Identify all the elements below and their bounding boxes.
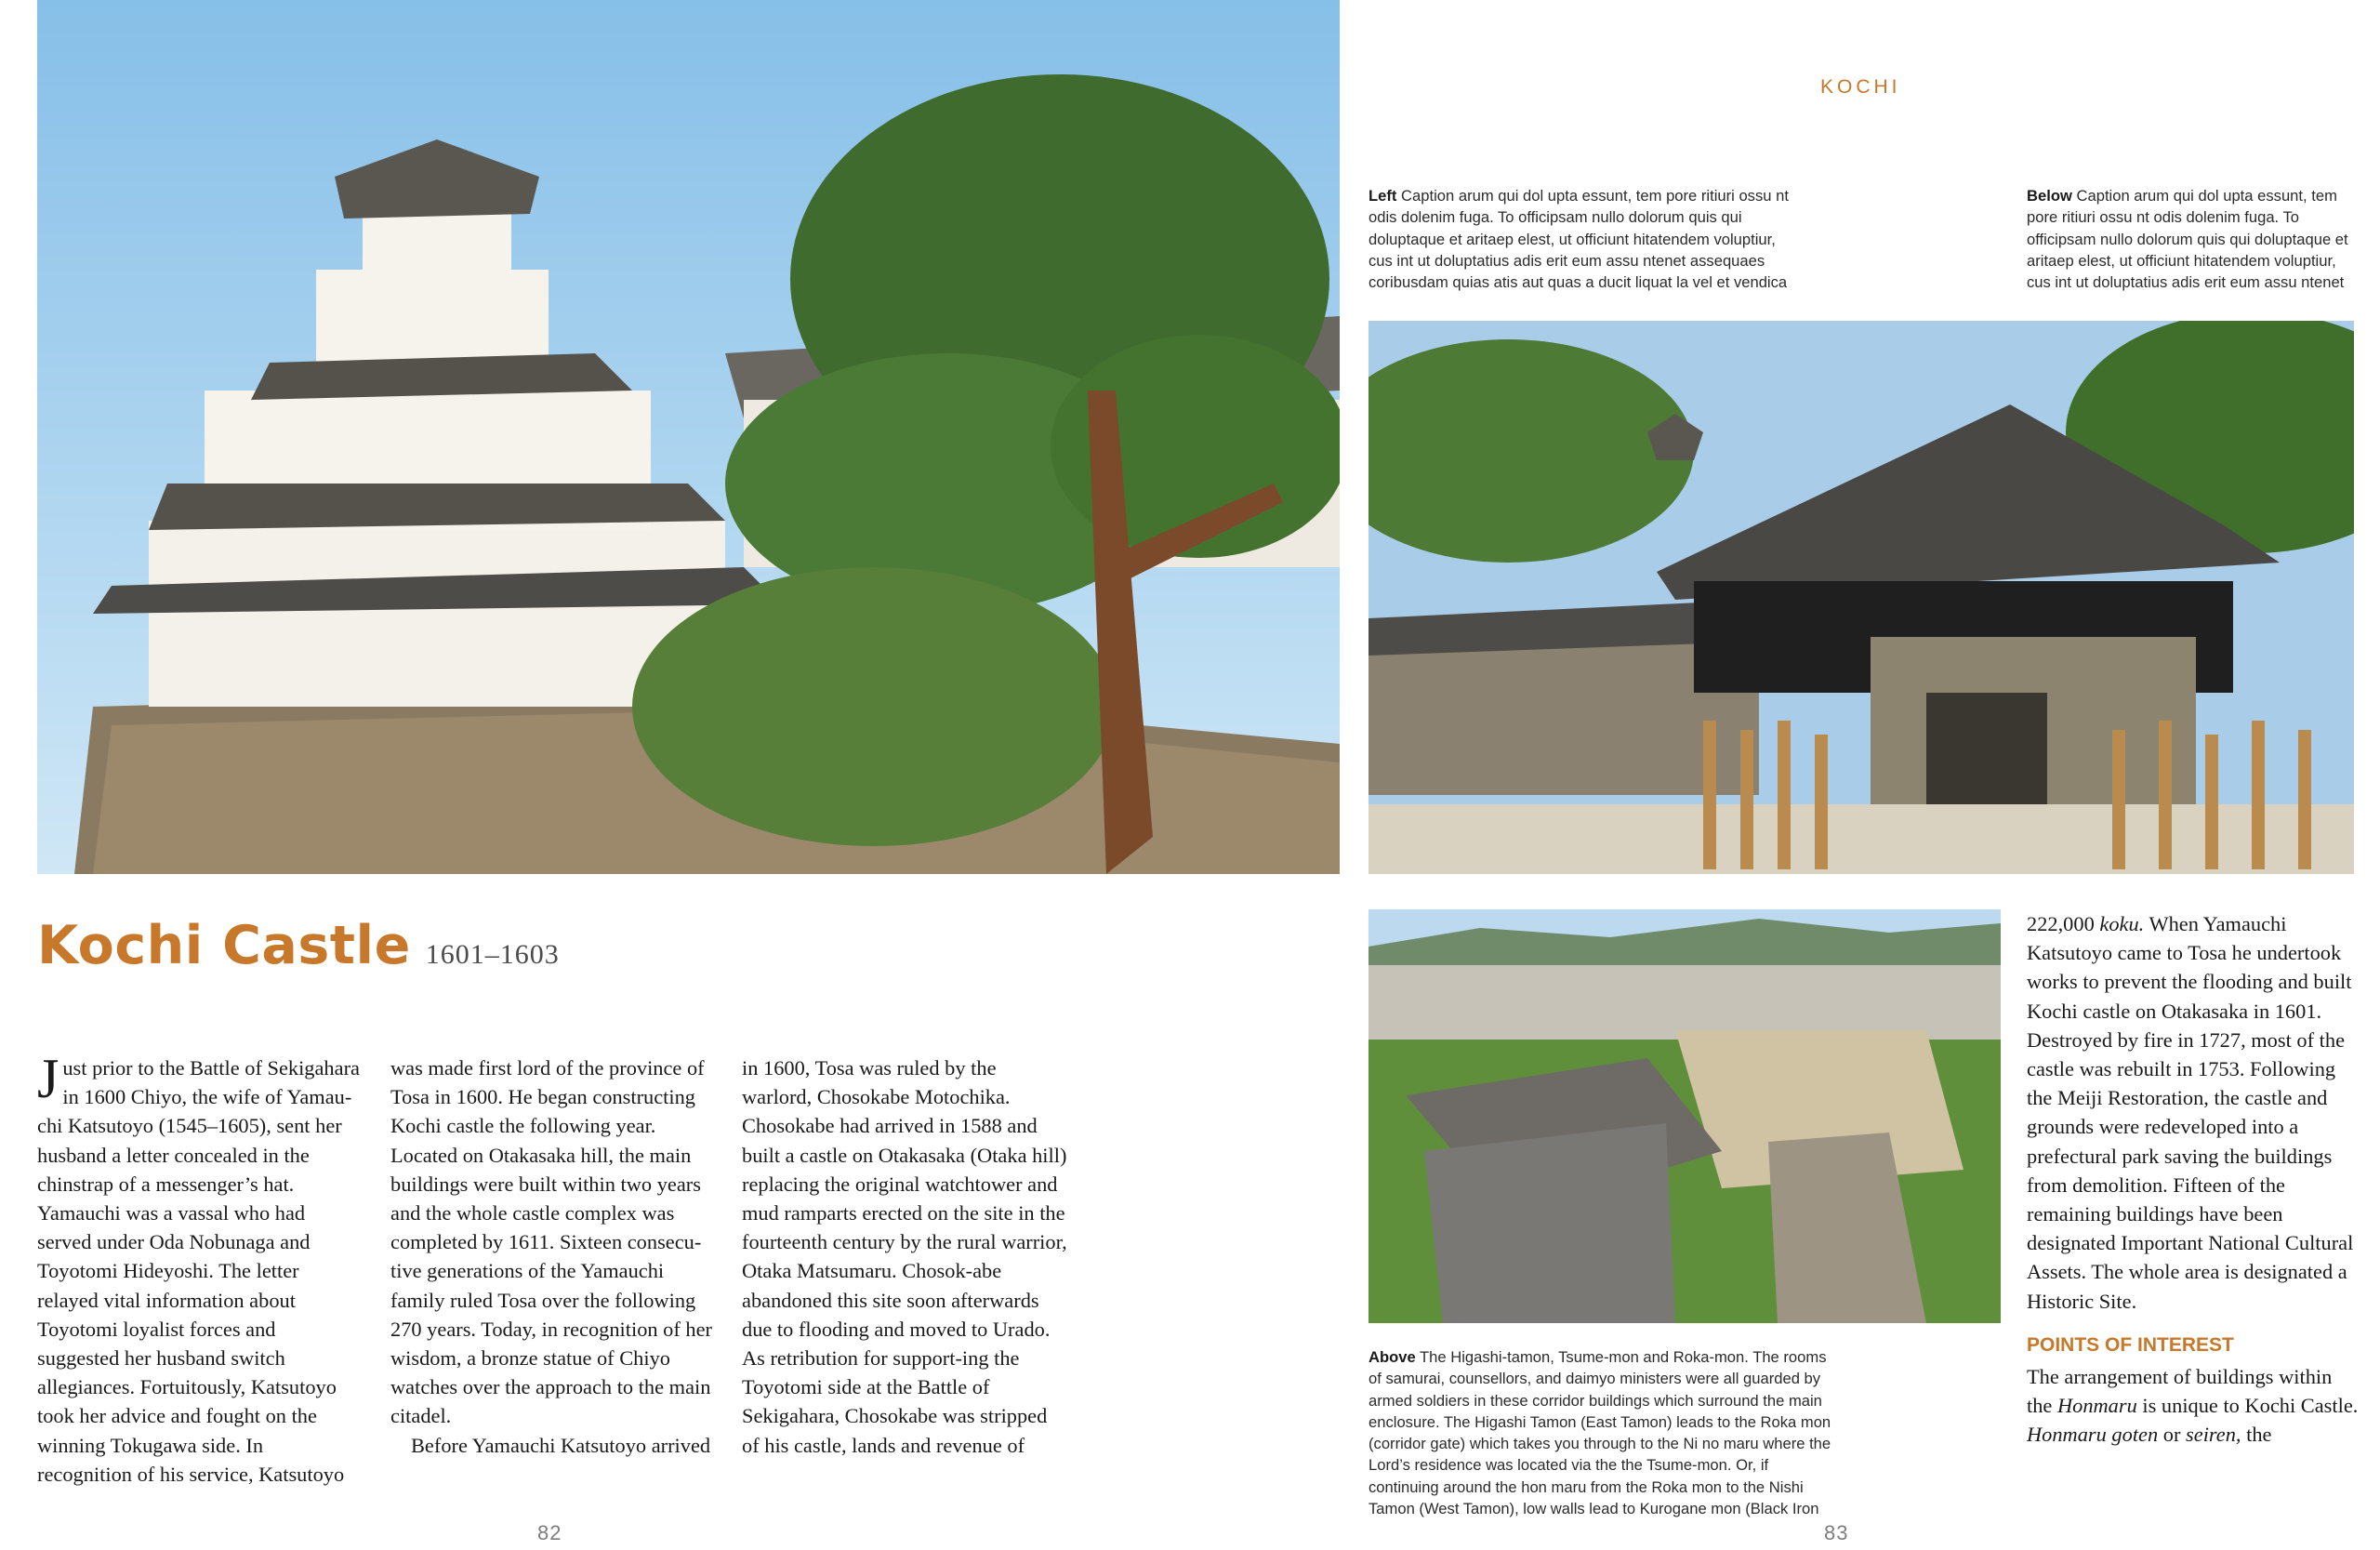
- body-column-1: [37, 1048, 361, 1489]
- gate-photo: [1368, 321, 2354, 874]
- running-head: KOCHI: [1820, 76, 1901, 98]
- body-text-1: ust prior to the Battle of Sekigahara in 1600 Chiyo, the wife of Yamau-chi Katsutoyo (1545–1605), sent her husband a letter concealed in the chinstrap of a messenger’s hat. Yamauchi was a vassal who had served under Oda Nobunaga and Toyotomi Hideyoshi. The letter relayed vital information about Toyotomi loyalist forces and suggested her husband switch allegiances. Fortuitously, Katsutoyo took her advice and fought on the winning Tokugawa side. In recognition of his service, Katsutoyo: [37, 1056, 360, 1486]
- poi-text-end: the: [2241, 1423, 2272, 1447]
- body-column-3: [742, 1053, 1067, 1460]
- caption-label: Left: [1368, 187, 1397, 205]
- caption-below: [2027, 185, 2352, 293]
- caption-left: [1368, 185, 1796, 293]
- caption-text: Caption arum qui dol upta essunt, tem pore ritiuri ossu nt odis dolenim fuga. To officipsam nullo dolorum quis qui doluptaque et aritaep elest, ut officiunt hitatendem voluptiur, cus int ut doluptatius adis erit eum assu ntenet assequaes coribusdam quias atis aut quas a ducit liquat la vel et vendica: [1368, 187, 1789, 292]
- title-row: [37, 915, 560, 976]
- poi-text-b: is unique to Kochi Castle.: [2136, 1394, 2359, 1418]
- caption-text: Caption arum qui dol upta essunt, tem pore ritiuri ossu nt odis dolenim fuga. To officipsam nullo dolorum quis qui doluptaque et aritaep elest, ut officiunt hitatendem voluptiur, cus int ut doluptatius adis erit eum assu ntenet: [2027, 187, 2348, 292]
- body-text-3: in 1600, Tosa was ruled by the warlord, Chosokabe Motochika. Chosokabe had arrived in 1588 and built a castle on Otakasaka (Otaka hill) replacing the original watchtower and mud ramparts erected on the site in the fourteenth century by the rural warrior, Otaka Matsumaru. Chosok-abe abandoned this site soon afterwards due to flooding and moved to Urado. As retribution for support-ing the Toyotomi side at the Battle of Sekigahara, Chosokabe was stripped of his castle, lands and revenue of: [742, 1056, 1067, 1457]
- caption-label: Above: [1368, 1348, 1416, 1366]
- body-text-2b: Before Yamauchi Katsutoyo arrived: [411, 1433, 711, 1457]
- date-range: 1601–1603: [425, 939, 560, 970]
- poi-text-a: The arrangement of buildings within the: [2027, 1364, 2333, 1418]
- body-text-4a: 222,000: [2027, 912, 2100, 935]
- poi-text-honmaru: Honmaru: [2056, 1394, 2137, 1418]
- body-column-2: [390, 1053, 714, 1460]
- page-title: Kochi Castle: [37, 915, 411, 976]
- page-number-right: 83: [1824, 1521, 1849, 1544]
- caption-label: Below: [2027, 187, 2072, 205]
- aerial-photo: [1368, 909, 2001, 1323]
- body-text-4b: When Yamauchi Katsutoyo came to Tosa he undertook works to prevent the flooding and built Kochi castle on Otakasaka in 1601. Destroyed by fire in 1727, most of the castle was rebuilt in 1753. Following the Meiji Restoration, the castle and grounds were redeveloped into a prefectural park saving the buildings from demolition. Fifteen of the remaining buildings have been designated Important National Cultural Assets. The whole area is designated a Historic Site.: [2027, 912, 2354, 1313]
- points-of-interest-heading: POINTS OF INTEREST: [2027, 1333, 2234, 1356]
- castle-keep-photo: [37, 0, 1340, 874]
- page-number-left: 82: [537, 1521, 562, 1544]
- poi-text-goten: Honmaru goten: [2027, 1423, 2159, 1447]
- body-column-4: [2027, 909, 2361, 1449]
- drop-cap: J: [37, 1048, 60, 1109]
- caption-above: [1368, 1346, 1833, 1519]
- caption-text: The Higashi-tamon, Tsume-mon and Roka-mon. The rooms of samurai, counsellors, and daimyo ministers were all guarded by armed soldiers in these corridor buildings which surround the main enclosure. The Higashi Tamon (East Tamon) leads to the Roka mon (corridor gate) which takes you through to the Ni no maru where the Lord’s residence was located via the the Tsume-mon. Or, if continuing around the hon maru from the Roka mon to the Nishi Tamon (West Tamon), low walls lead to Kurogane mon (Black Iron: [1368, 1348, 1831, 1518]
- poi-text-or: or: [2158, 1423, 2187, 1447]
- poi-text-seiren: seiren,: [2186, 1423, 2241, 1447]
- body-text-2: was made first lord of the province of Tosa in 1600. He began constructing Kochi castle the following year. Located on Otakasaka hill, the main buildings were built within two years and the whole castle complex was completed by 1611. Sixteen consecu-tive generations of the Yamauchi family ruled Tosa over the following 270 years. Today, in recognition of her wisdom, a bronze statue of Chiyo watches over the approach to the main citadel.: [390, 1056, 713, 1428]
- body-text-4-koku: koku.: [2099, 912, 2145, 935]
